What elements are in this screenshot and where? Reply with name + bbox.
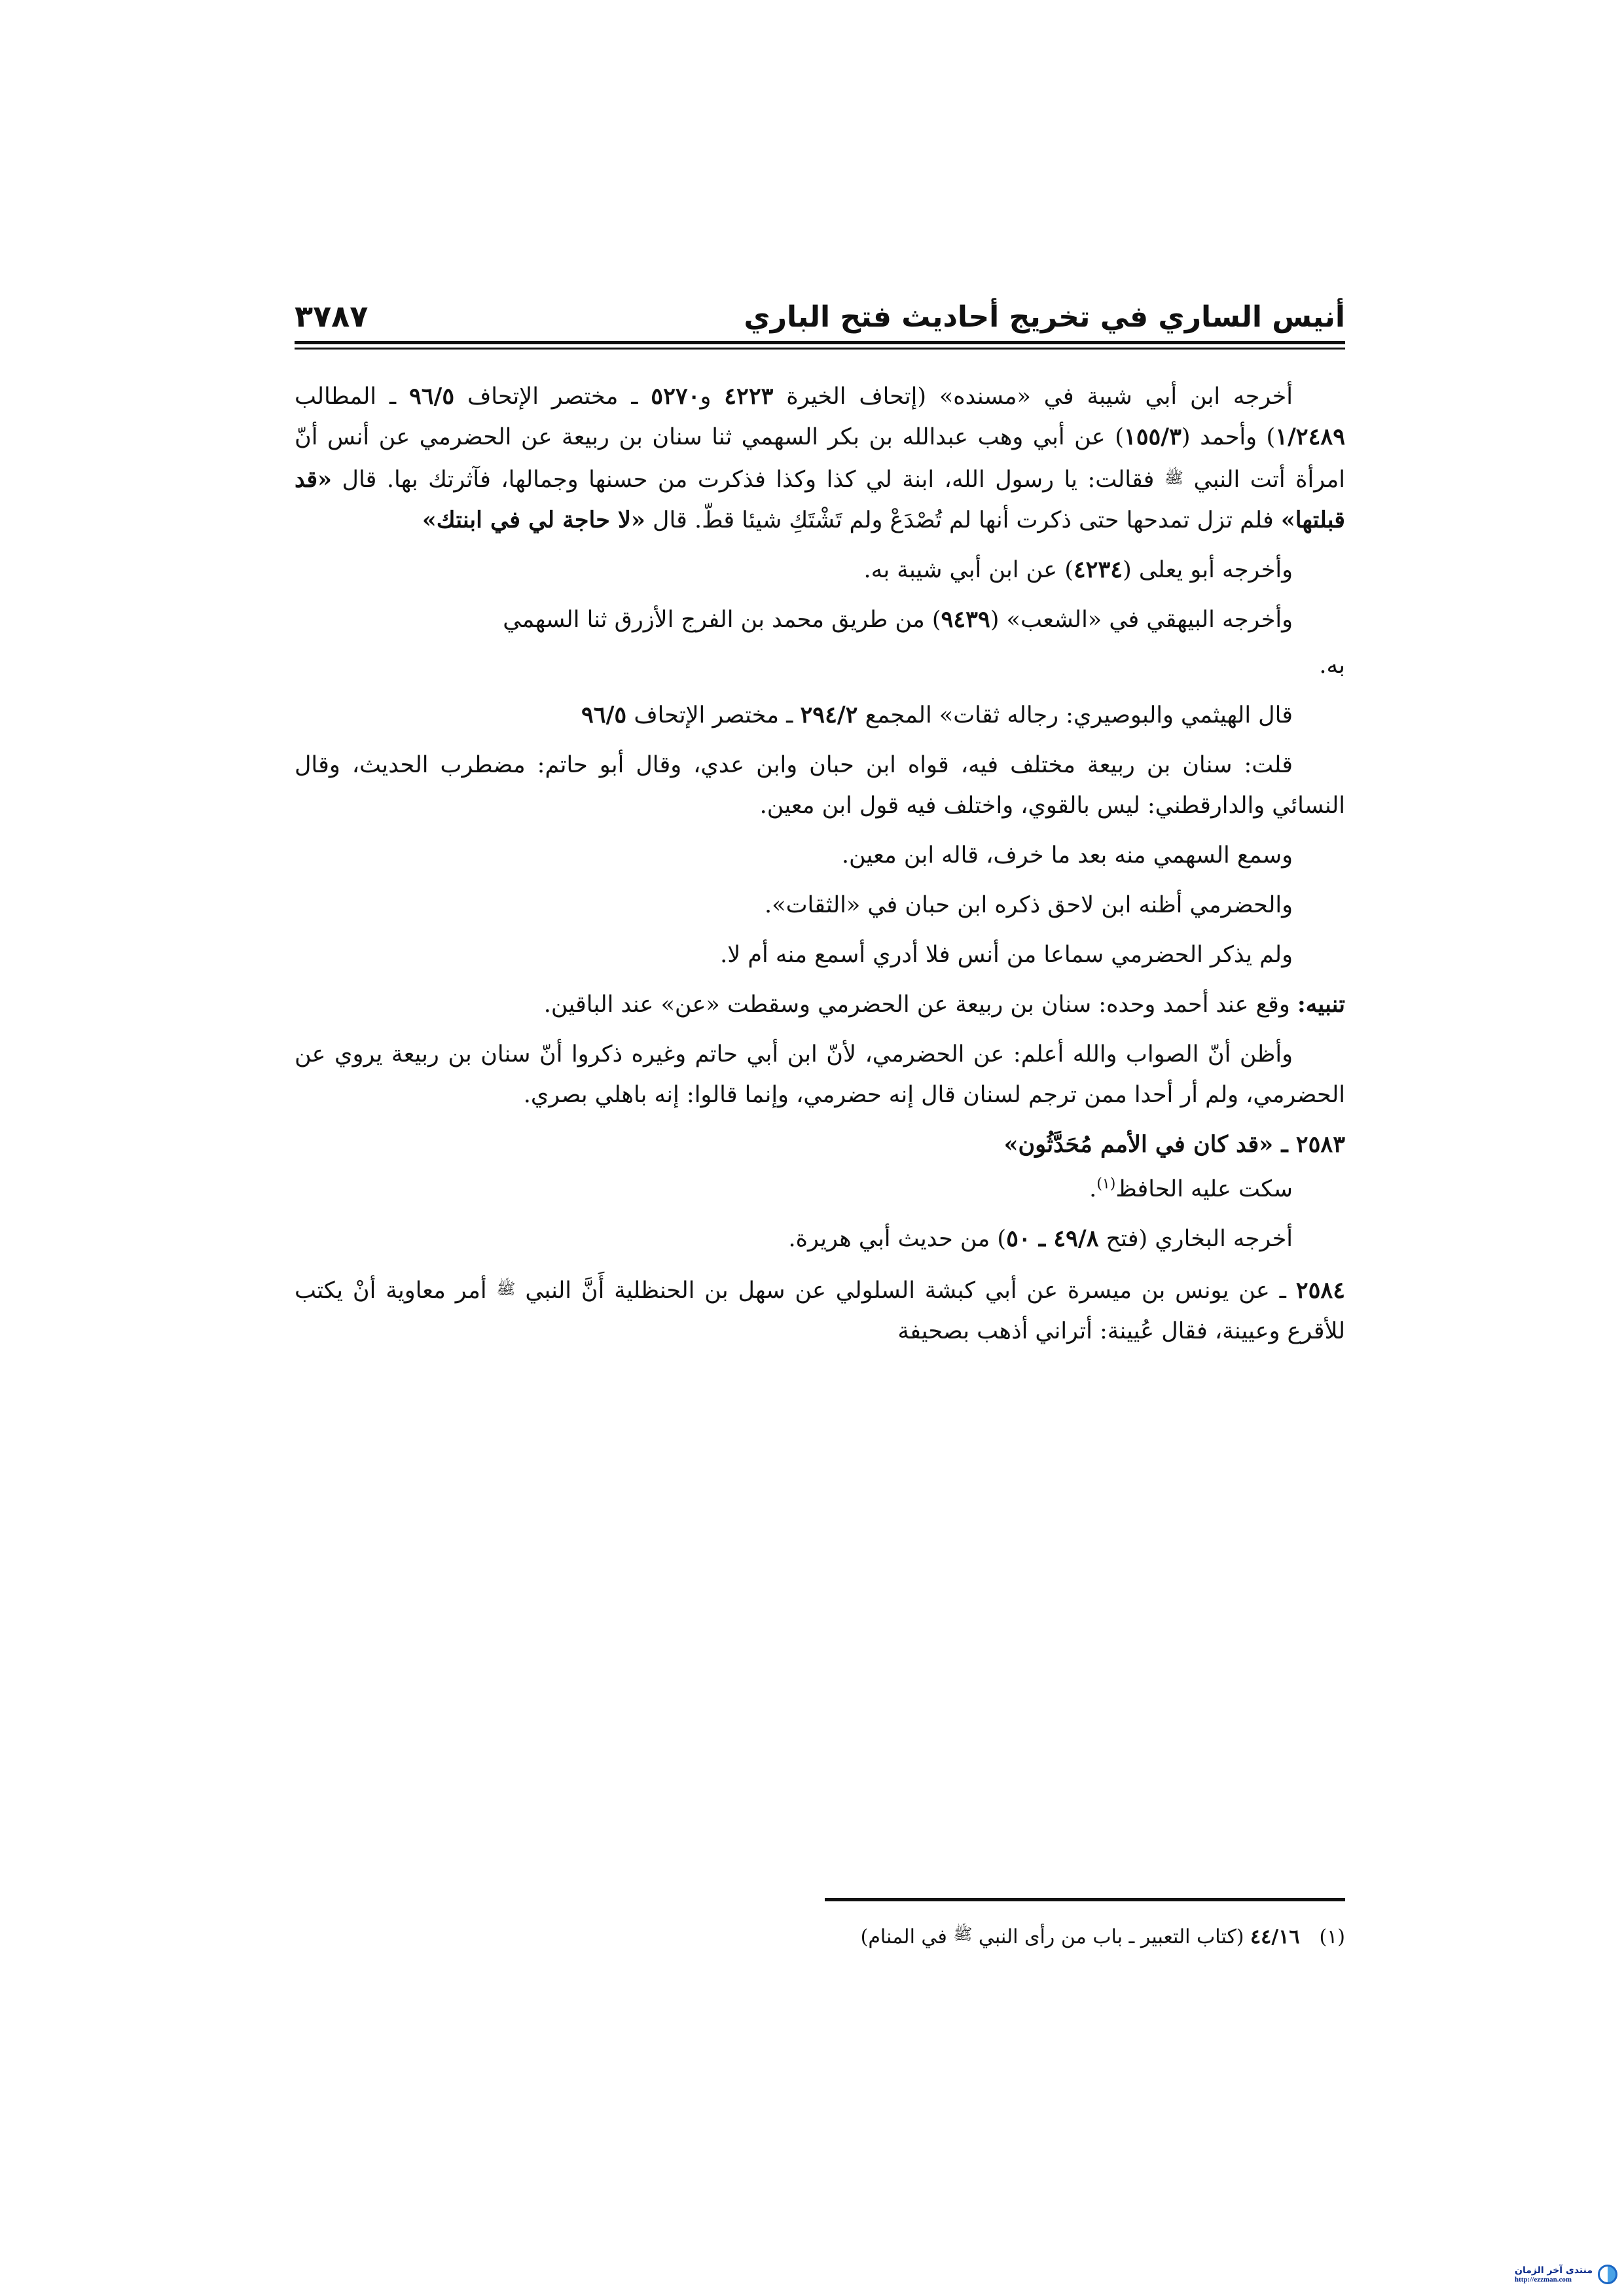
hadith-entry-2583-note: سكت عليه الحافظ$^{(١)}$. — [1089, 1175, 1293, 1202]
footnote: (١)٤٤/١٦ (كتاب التعبير ـ باب من رأى النبي $^ﷺ$ في المنام) — [860, 1925, 1345, 1948]
footnote-rule — [825, 1898, 1345, 1901]
paragraph-conclusion: وأظن أنّ الصواب والله أعلم: عن الحضرمي، لأنّ ابن أبي حاتم وغيره ذكروا أنّ سنان بن ربيعة يروي عن الحضرمي، ولم أر أحدا ممن ترجم لسنان قال إنه حضرمي، وإنما قالوا: إنه باهلي بصري. — [295, 1041, 1345, 1108]
salawat-glyph-icon: ﷺ — [1164, 469, 1183, 487]
body-text — [295, 376, 1345, 1361]
hadith-entry-2584: ٢٥٨٤ ـ عن يونس بن ميسرة عن أبي كبشة السلولي عن سهل بن الحنظلية أَنَّ النبي ﷺ أمر معاوية أنْ يكتب للأقرع وعيينة، فقال عُيينة: أتراني أذهب بصحيفة — [295, 1277, 1345, 1344]
tanbih-label: تنبيه: — [1297, 991, 1345, 1018]
salawat-glyph-icon: ﷺ — [496, 1280, 516, 1298]
paragraph-bayhaqi: وأخرجه البيهقي في «الشعب» (٩٤٣٩) من طريق محمد بن الفرج الأزرق ثنا السهمي — [503, 606, 1293, 633]
hadith-entry-2583-source: أخرجه البخاري (فتح ٤٩/٨ ـ ٥٠) من حديث أبي هريرة. — [788, 1225, 1293, 1252]
watermark-name: منتدى آخر الزمان — [1515, 2265, 1593, 2276]
paragraph-sahmi: وسمع السهمي منه بعد ما خرف، قاله ابن معين. — [841, 842, 1293, 869]
page-number: ٣٧٨٧ — [295, 298, 369, 334]
hadith-entry-2583-title: ٢٥٨٣ ـ «قد كان في الأمم مُحَدَّثُون» — [1003, 1131, 1345, 1158]
paragraph-takhrij-ibn-abi-shayba: أخرجه ابن أبي شيبة في «مسنده» (إتحاف الخيرة ٤٢٢٣ و٥٢٧٠ ـ مختصر الإتحاف ٩٦/٥ ـ المطالب ١/٢٤٨٩) وأحمد (١٥٥/٣) عن أبي وهب عبدالله بن بكر السهمي ثنا سنان بن ربيعة عن الحضرمي عن أنس أنّ امرأة أتت النبي ﷺ فقالت: يا رسول الله، ابنة لي كذا وكذا فذكرت من حسنها وجمالها، فآثرتك بها. قال «قد قبلتها» فلم تزل تمدحها حتى ذكرت أنها لم تُصْدَعْ ولم تَشْتَكِ شيئا قطّ. قال «لا حاجة لي في ابنتك» — [295, 383, 1345, 533]
document-page — [295, 0, 1345, 2296]
paragraph-sama: ولم يذكر الحضرمي سماعا من أنس فلا أدري أسمع منه أم لا. — [720, 942, 1293, 968]
forum-watermark — [1515, 2265, 1617, 2284]
paragraph-hadrami: والحضرمي أظنه ابن لاحق ذكره ابن حبان في «الثقات». — [765, 892, 1293, 918]
header-rule-thick — [295, 341, 1345, 344]
paragraph-tanbih: تنبيه: وقع عند أحمد وحده: سنان بن ربيعة عن الحضرمي وسقطت «عن» عند الباقين. — [543, 991, 1345, 1018]
forum-logo-icon — [1598, 2265, 1617, 2284]
watermark-url: http://ezzman.com — [1515, 2275, 1572, 2284]
paragraph-haythami: قال الهيثمي والبوصيري: رجاله ثقات» المجمع ٢٩٤/٢ ـ مختصر الإتحاف ٩٦/٥ — [581, 702, 1293, 728]
footnote-marker: (١) — [1319, 1926, 1345, 1948]
paragraph-bayhaqi-tail: به. — [1319, 653, 1345, 679]
header-rule-thin — [295, 348, 1345, 350]
footnote-reference[interactable]: (١) — [1096, 1175, 1116, 1193]
salawat-glyph-icon: ﷺ — [953, 1925, 973, 1943]
hadith-quote: «لا حاجة لي في ابنتك» — [422, 507, 645, 533]
paragraph-abu-yala: وأخرجه أبو يعلى (٤٢٣٤) عن ابن أبي شيبة به. — [863, 556, 1293, 583]
book-title: أنيس الساري في تخريج أحاديث فتح الباري — [744, 300, 1345, 334]
running-header — [295, 298, 1345, 337]
paragraph-sinan-grading: قلت: سنان بن ربيعة مختلف فيه، قواه ابن حبان وابن عدي، وقال أبو حاتم: مضطرب الحديث، وقال النسائي والدارقطني: ليس بالقوي، واختلف فيه قول ابن معين. — [295, 752, 1345, 819]
hadith-quote: «قد قبلتها» — [295, 466, 1345, 533]
